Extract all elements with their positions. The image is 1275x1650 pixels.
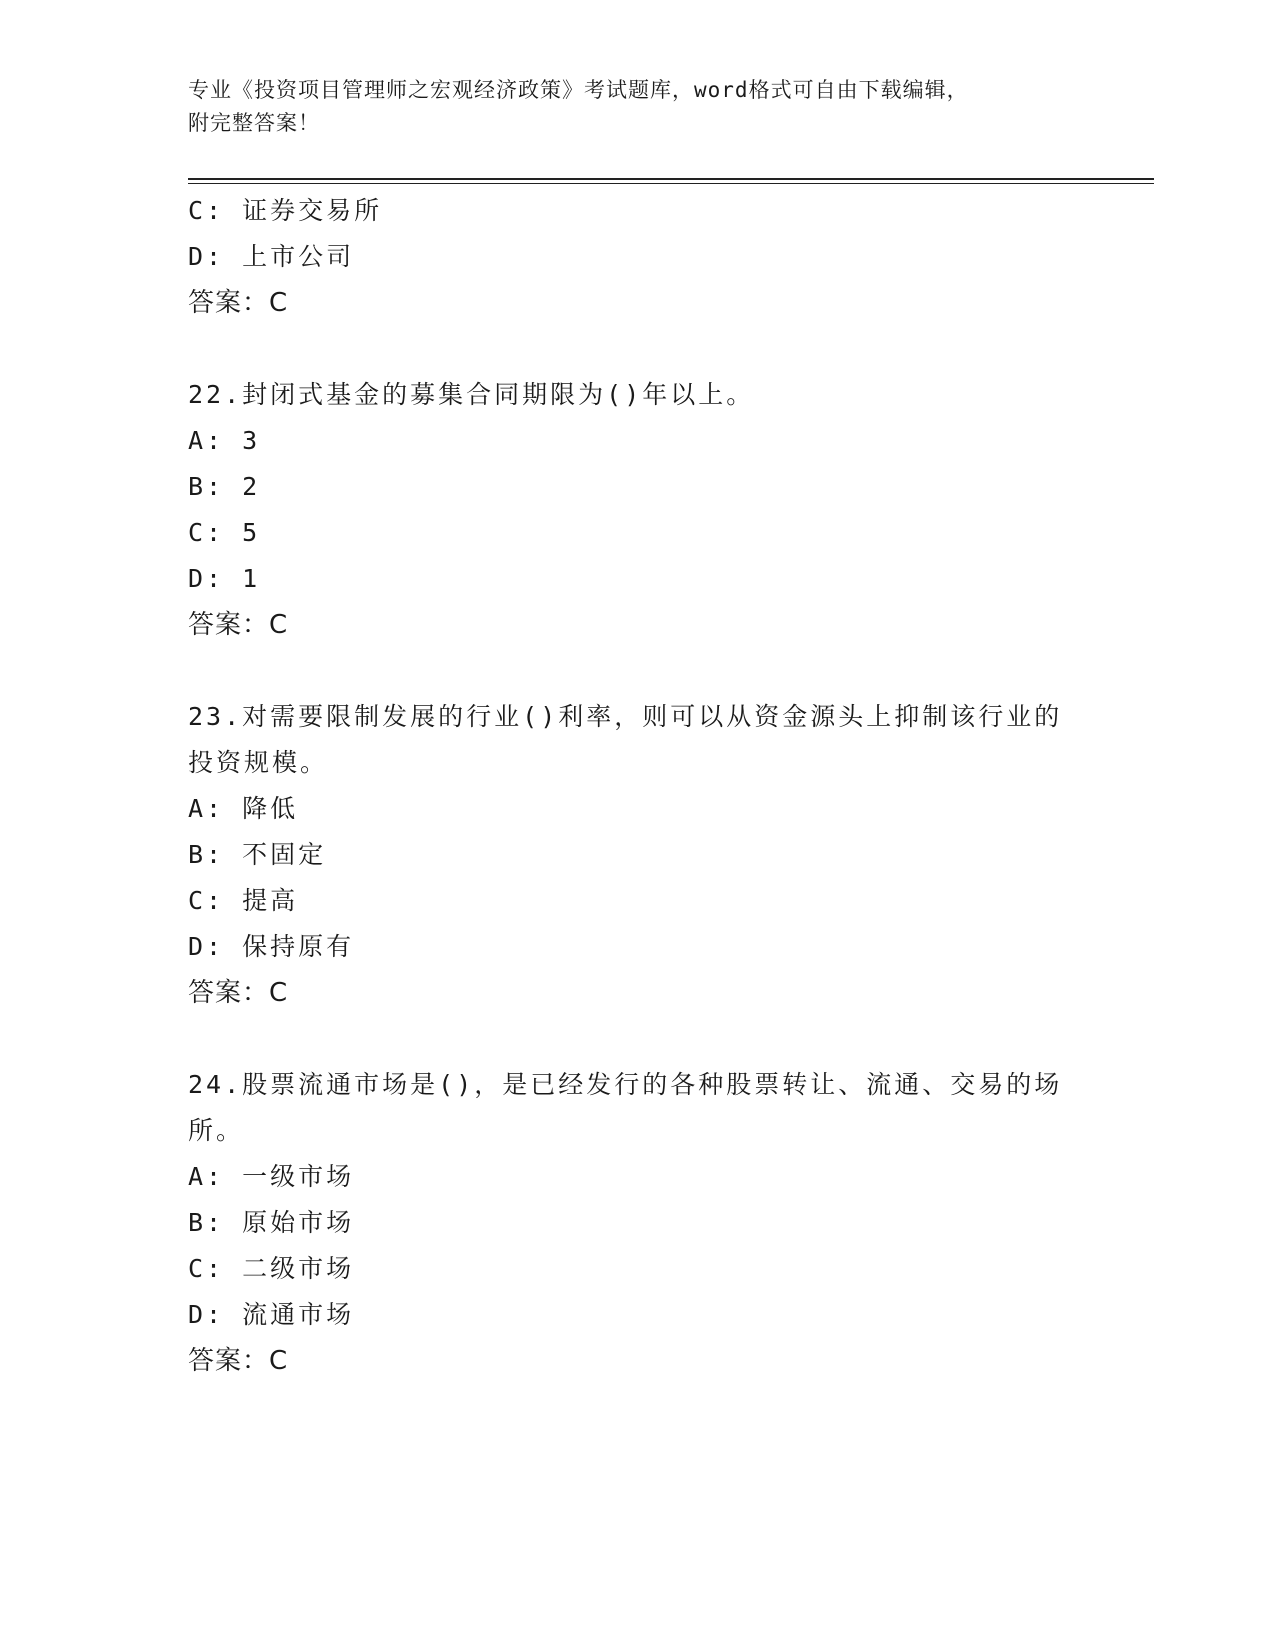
option-d: D: 上市公司 bbox=[188, 242, 355, 271]
option-c: C: 提高 bbox=[188, 886, 299, 915]
question-24 bbox=[188, 1062, 1088, 1384]
question-22 bbox=[188, 372, 1088, 648]
option-b: B: 2 bbox=[188, 472, 261, 501]
header-line-1: 专业《投资项目管理师之宏观经济政策》考试题库，word格式可自由下载编辑， bbox=[188, 78, 969, 102]
option-d: D: 保持原有 bbox=[188, 932, 355, 961]
option-a: A: 降低 bbox=[188, 794, 299, 823]
option-c: C: 证券交易所 bbox=[188, 196, 383, 225]
option-b: B: 原始市场 bbox=[188, 1208, 355, 1237]
option-b: B: 不固定 bbox=[188, 840, 327, 869]
question-text-line-2: 所。 bbox=[188, 1116, 245, 1145]
question-text: 22.封闭式基金的募集合同期限为()年以上。 bbox=[188, 380, 755, 409]
question-21-tail bbox=[188, 188, 1088, 326]
header-rule-thick bbox=[188, 178, 1154, 180]
option-d: D: 流通市场 bbox=[188, 1300, 355, 1329]
question-23 bbox=[188, 694, 1088, 1016]
question-text-line-1: 23.对需要限制发展的行业()利率，则可以从资金源头上抑制该行业的 bbox=[188, 702, 1063, 731]
header-rule-thin bbox=[188, 183, 1154, 184]
answer: 答案：C bbox=[188, 288, 289, 318]
option-c: C: 5 bbox=[188, 518, 261, 547]
option-d: D: 1 bbox=[188, 564, 261, 593]
answer: 答案：C bbox=[188, 978, 289, 1008]
option-c: C: 二级市场 bbox=[188, 1254, 355, 1283]
question-list bbox=[188, 188, 1088, 1384]
header-line-2: 附完整答案！ bbox=[188, 111, 320, 135]
answer: 答案：C bbox=[188, 1346, 289, 1376]
option-a: A: 3 bbox=[188, 426, 261, 455]
answer: 答案：C bbox=[188, 610, 289, 640]
question-text-line-2: 投资规模。 bbox=[188, 748, 329, 777]
document-header bbox=[188, 74, 1068, 140]
option-a: A: 一级市场 bbox=[188, 1162, 355, 1191]
question-text-line-1: 24.股票流通市场是()，是已经发行的各种股票转让、流通、交易的场 bbox=[188, 1070, 1063, 1099]
